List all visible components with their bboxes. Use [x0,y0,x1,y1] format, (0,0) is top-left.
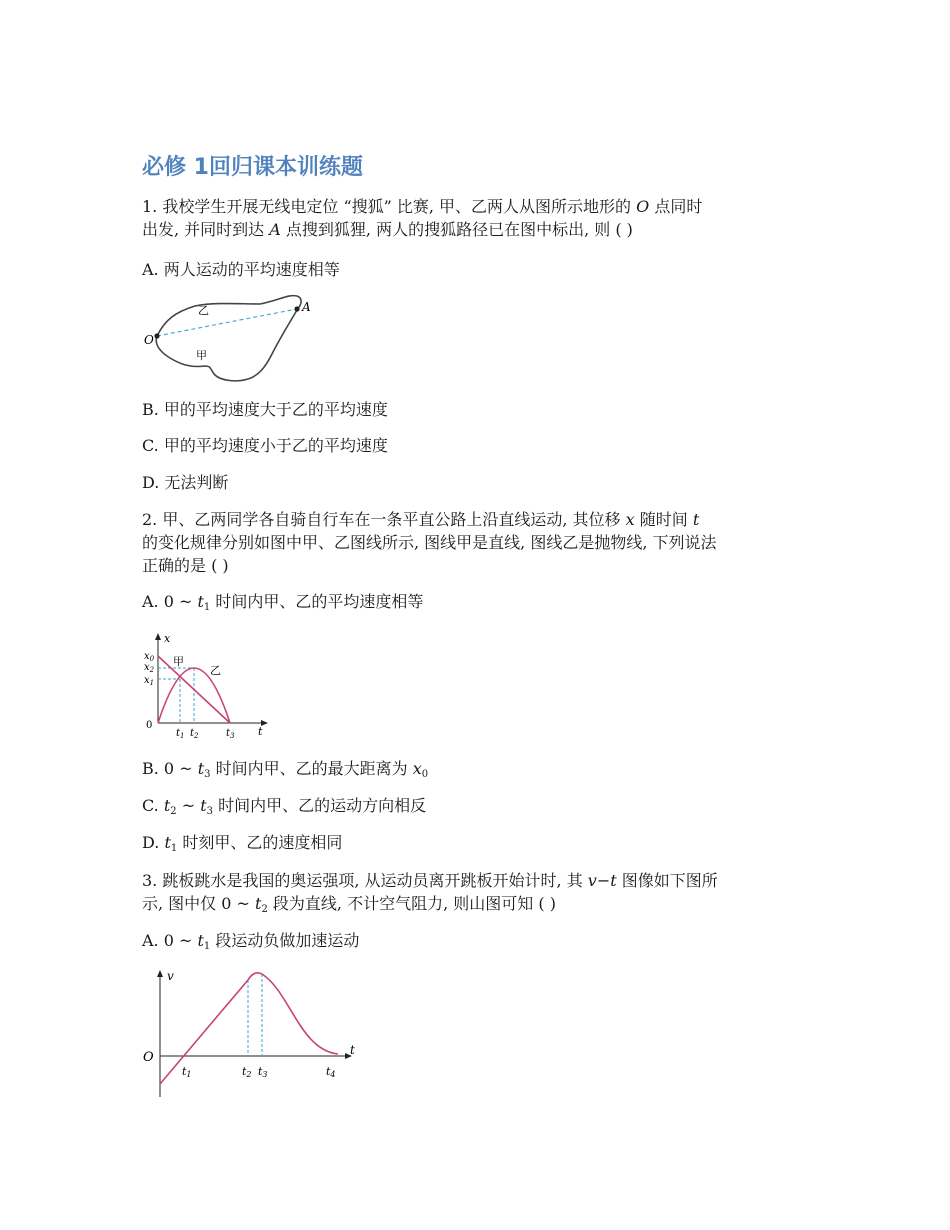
q1-stem-text: 点搜到狐狸, 两人的搜狐路径已在图中标出, 则 ( ) [280,220,633,239]
q2-label-yi: 乙 [210,664,221,677]
q2-opt-c-sub3: 3 [206,806,214,817]
q2-opt-b-prefix: B. 0 ~ [142,759,198,778]
q3-stem-text: 段为直线, 不计空气阻力, 则山图可知 ( ) [267,894,556,913]
q2-opt-a-prefix: A. 0 ~ [142,592,198,611]
q3-axis-v-label: v [167,969,174,983]
q3-vt-curve [160,973,338,1084]
q1-label-jia: 甲 [196,349,207,362]
q1-stem-line1 [142,195,702,219]
q2-xt-graph [140,628,280,743]
q2-axis-x-label: x [164,632,171,645]
q2-opt-c-t2: t [163,796,171,815]
q2-opt-a-t: t [197,592,204,611]
q1-point-o [154,333,159,338]
q2-label-jia: 甲 [173,655,184,668]
q2-option-d[interactable] [142,831,342,861]
q2-stem-text: 2. 甲、乙两同学各自骑自行车在一条平直公路上沿直线运动, 其位移 [142,510,626,529]
q3-label-t1: t1 [182,1065,192,1079]
q2-opt-d-t: t [164,833,171,852]
q1-option-c[interactable]: C. 甲的平均速度小于乙的平均速度 [142,436,388,455]
q3-stem-t: t [255,894,262,913]
q1-point-a [294,306,299,311]
q1-label-yi: 乙 [198,304,209,317]
q2-option-c[interactable] [142,794,426,824]
q1-stem-text: 点同时 [649,197,703,216]
q2-opt-b-sub: 3 [204,769,211,780]
q1-option-a[interactable]: A. 两人运动的平均速度相等 [142,260,340,279]
q3-stem-line2 [142,892,556,922]
q3-stem-text: 图像如下图所 [616,871,718,890]
q1-var-o: O [636,197,650,216]
q3-label-t3: t3 [258,1065,268,1079]
page-title: 必修 1回归课本训练题 [142,155,363,180]
q3-opt-a-prefix: A. 0 ~ [142,931,198,950]
q3-vt-graph [140,962,370,1102]
q1-label-a: A [302,300,311,314]
q2-var-t: t [692,510,700,529]
q2-stem-line3: 正确的是 ( ) [142,556,229,575]
q2-option-a[interactable] [142,590,423,620]
q3-axis-t-label: t [350,1043,355,1057]
q1-option-b[interactable]: B. 甲的平均速度大于乙的平均速度 [142,400,388,419]
q2-label-t2: $t_2$ [190,728,199,740]
q2-var-x: x [625,510,635,529]
q1-terrain-outline [156,296,301,381]
q2-origin-label: 0 [146,720,153,731]
q2-opt-c-sub2: 2 [170,806,177,817]
q2-opt-c-mid: ~ [176,796,201,815]
q2-label-x1: $x_1$ [144,675,155,687]
q2-opt-b-x: x [412,759,422,778]
q2-opt-d-prefix: D. [142,833,165,852]
q2-x-axis-arrow [155,633,161,640]
q2-opt-b-xsub: 0 [421,769,429,780]
q3-stem-text: 示, 图中仅 0 ~ [142,894,256,913]
q1-stem-text: 1. 我校学生开展无线电定位 “搜狐” 比赛, 甲、乙两人从图所示地形的 [142,197,637,216]
q1-stem-line2 [142,218,633,242]
q3-var-vt: v−t [587,871,617,890]
q2-opt-b-t: t [197,759,205,778]
q2-label-t1: $t_1$ [176,728,185,740]
q2-opt-c-t3: t [200,796,207,815]
q2-stem-line2: 的变化规律分别如图中甲、乙图线所示, 图线甲是直线, 图线乙是抛物线, 下列说法 [142,533,717,552]
q3-stem-text: 3. 跳板跳水是我国的奥运强项, 从运动员离开跳板开始计时, 其 [142,871,588,890]
q1-terrain-figure [140,290,320,390]
q2-opt-a-text: 时间内甲、乙的平均速度相等 [210,592,424,611]
q2-opt-d-sub: 1 [170,843,178,854]
q2-label-x0: $x_0$ [144,651,155,663]
q2-stem-line1 [142,508,699,532]
q2-opt-b-text: 时间内甲、乙的最大距离为 [210,759,413,778]
q3-origin-label: O [143,1050,154,1065]
q2-opt-a-sub: 1 [203,602,211,613]
q2-axis-t-label: t [258,725,263,738]
q2-option-b[interactable] [142,757,428,787]
q1-label-o: O [144,333,154,347]
q2-opt-c-text: 时间内甲、乙的运动方向相反 [213,796,427,815]
q3-opt-a-text: 段运动负做加速运动 [210,931,360,950]
q3-label-t2: t2 [242,1065,252,1079]
q3-opt-a-sub: 1 [203,941,211,952]
q2-opt-c-prefix: C. [142,796,164,815]
q1-var-a: A [269,220,281,239]
q3-opt-a-t: t [197,931,204,950]
q1-stem-text: 出发, 并同时到达 [142,220,270,239]
q3-v-axis-arrow [157,970,163,977]
q3-stem-line1 [142,869,718,893]
q2-label-t3: $t_3$ [226,728,235,740]
q1-option-d[interactable]: D. 无法判断 [142,473,229,492]
q2-opt-d-text: 时刻甲、乙的速度相同 [177,833,343,852]
q2-label-x2: $x_2$ [144,662,155,674]
q3-stem-sub: 2 [261,904,268,915]
q3-option-a[interactable] [142,929,359,959]
q3-label-t4: t4 [326,1065,336,1079]
q2-stem-text: 随时间 [634,510,693,529]
